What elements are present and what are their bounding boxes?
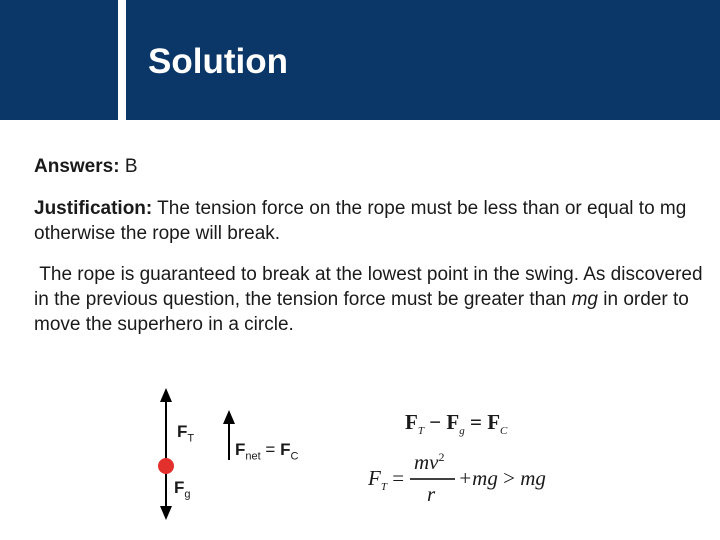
net-force-arrowhead: [223, 410, 235, 424]
gravity-subscript: g: [184, 488, 191, 501]
gravity-label: [174, 478, 191, 500]
tension-symbol: F: [177, 422, 188, 441]
answer-line: [34, 154, 138, 179]
eq2-greater-than: >: [503, 466, 515, 490]
centripetal-force-subscript: C: [290, 450, 299, 463]
net-force-equals: =: [265, 440, 276, 459]
centripetal-force-symbol: F: [280, 440, 291, 459]
equation-fraction-denominator: [427, 482, 435, 507]
tension-subscript: T: [187, 432, 195, 445]
explanation-paragraph: [34, 262, 704, 337]
eq1-term-a: F: [405, 410, 418, 434]
explanation-emphasis: mg: [571, 289, 599, 310]
force-diagram-graphic: [0, 370, 720, 540]
eq2-numerator-exponent: 2: [438, 450, 445, 464]
tension-arrowhead: [160, 388, 172, 402]
gravity-arrowhead: [160, 506, 172, 520]
eq1-term-b-sub: g: [459, 425, 465, 438]
justification-label: Justification:: [34, 198, 153, 219]
justification: [34, 196, 694, 246]
eq1-term-c: F: [487, 410, 501, 434]
answer-label: Answers:: [34, 156, 120, 177]
eq1-term-c-sub: C: [500, 425, 508, 438]
eq2-plus-mg: +mg: [458, 466, 498, 490]
eq1-term-a-sub: T: [417, 425, 424, 438]
header-left-block: [0, 0, 118, 120]
eq1-equals: =: [470, 410, 482, 434]
eq1-term-b: F: [446, 410, 460, 434]
equation-fraction-numerator: [414, 450, 445, 475]
eq2-numerator: mv: [414, 450, 439, 474]
eq2-lhs: F: [368, 466, 381, 490]
equation-tension-lhs: [368, 466, 404, 493]
explanation-text-start: The rope is guaranteed to break at the lowest point in the swing. As discovered in the previous question, the tension force must be greater than: [34, 264, 703, 310]
eq2-equals: =: [392, 466, 405, 490]
answer-value: B: [124, 156, 138, 177]
mass-point: [158, 458, 174, 474]
header-divider: [118, 0, 126, 120]
gravity-symbol: F: [174, 478, 185, 497]
equation-tension-rhs: [458, 466, 546, 491]
slide-title: Solution: [148, 42, 288, 81]
justification-text: The tension force on the rope must be less than or equal to mg otherwise the rope will break.: [34, 198, 687, 244]
force-diagram: [0, 370, 720, 540]
eq2-lhs-sub: T: [380, 481, 387, 494]
net-force-symbol: F: [235, 440, 246, 459]
net-force-label: [235, 440, 298, 462]
eq2-rhs: mg: [520, 466, 546, 490]
eq1-minus: −: [429, 410, 442, 434]
net-force-subscript: net: [245, 450, 261, 463]
equation-force-balance: [405, 410, 507, 437]
explanation-text-end: in order to move the superhero in a circle.: [34, 289, 689, 335]
eq2-denominator: r: [427, 482, 436, 506]
tension-label: [177, 422, 194, 444]
